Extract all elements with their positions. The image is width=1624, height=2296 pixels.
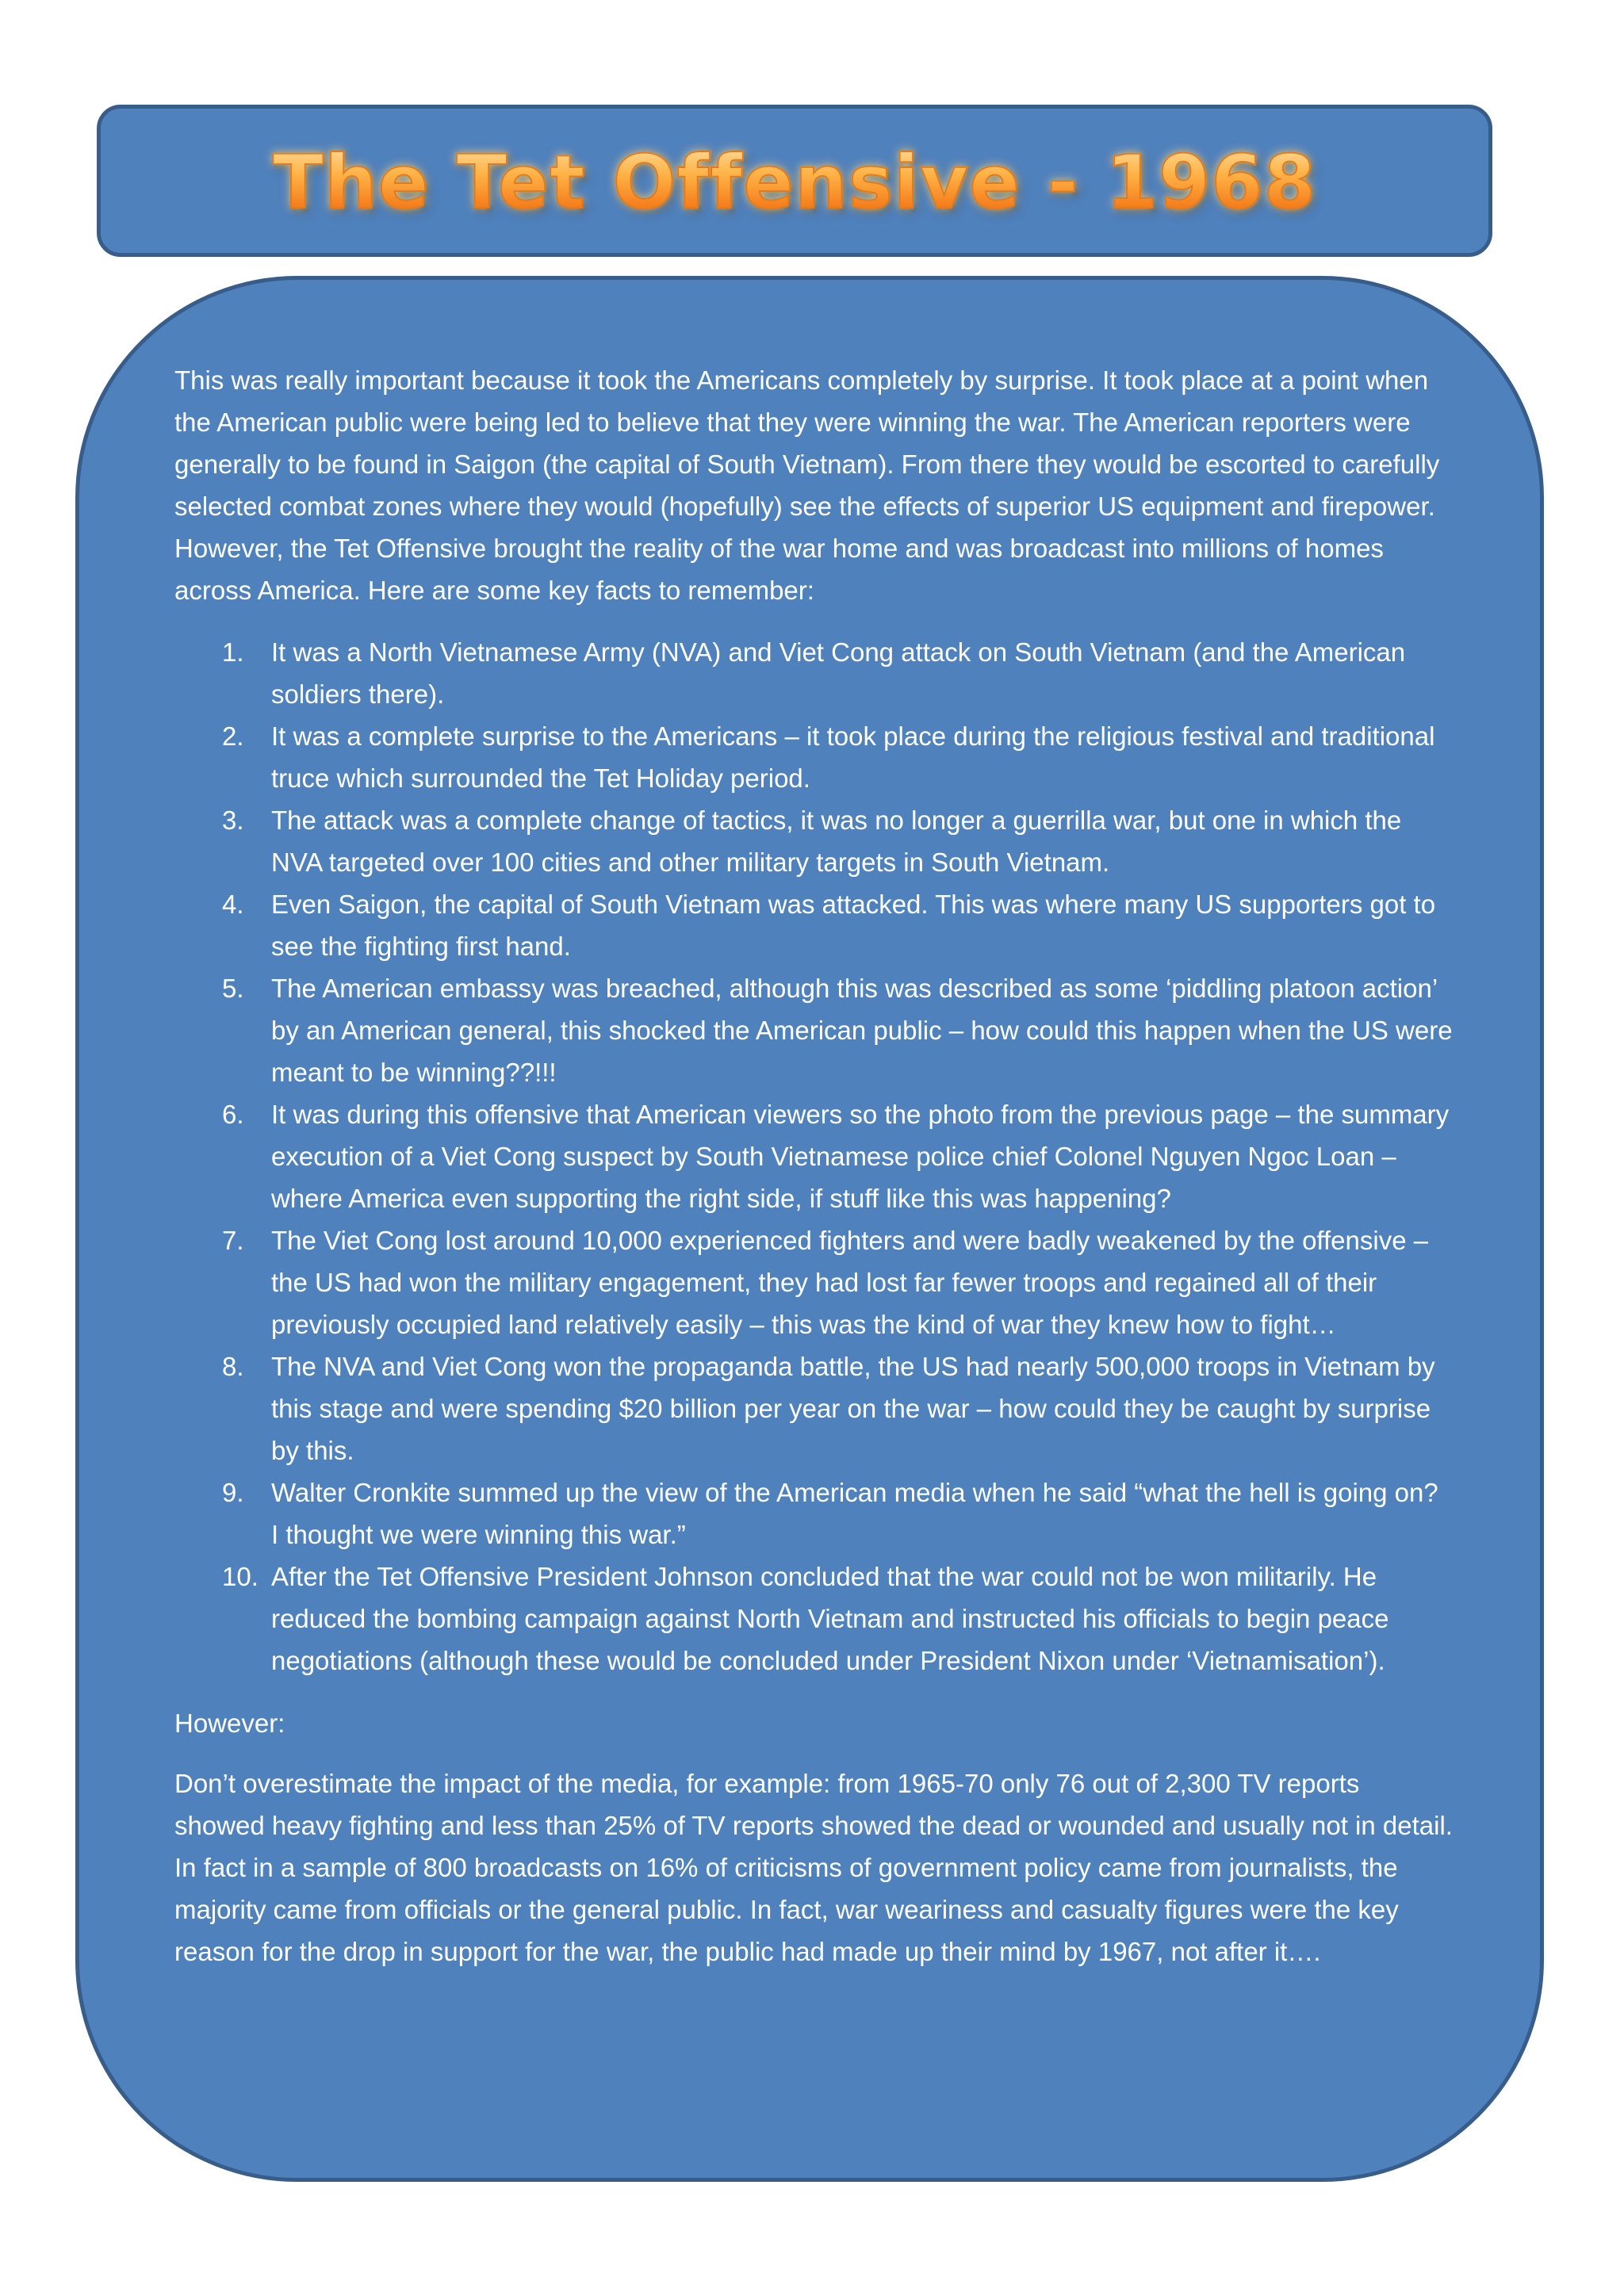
list-item-text: The attack was a complete change of tactics, it was no longer a guerrilla war, but one in which the NVA targeted over 100 cities and other military targets in South Vietnam.	[271, 806, 1402, 877]
list-item	[174, 883, 1453, 967]
list-item-number: 6.	[222, 1100, 244, 1129]
list-item	[174, 1556, 1453, 1682]
list-item-number: 4.	[222, 890, 244, 919]
content-panel	[75, 276, 1544, 2182]
list-item	[174, 967, 1453, 1093]
list-item-text: Walter Cronkite summed up the view of the American media when he said “what the hell is going on? I thought we were winning this war.”	[271, 1478, 1438, 1549]
list-item-number: 8.	[222, 1352, 244, 1381]
list-item-text: The American embassy was breached, although this was described as some ‘piddling platoon action’ by an American general, this shocked the American public – how could this happen when the US were meant to be winning??!!!	[271, 974, 1453, 1087]
list-item-text: The Viet Cong lost around 10,000 experienced fighters and were badly weakened by the offensive – the US had won the military engagement, they had lost far fewer troops and regained all of their previously occupied land relatively easily – this was the kind of war they knew how to fight…	[271, 1226, 1429, 1339]
title-banner	[97, 105, 1492, 257]
list-item	[174, 1345, 1453, 1471]
list-item-number: 10.	[222, 1562, 259, 1591]
list-item-text: After the Tet Offensive President Johnson concluded that the war could not be won militarily. He reduced the bombing campaign against North Vietnam and instructed his officials to begin peace negotiations (although these would be concluded under President Nixon under ‘Vietnamisation’).	[271, 1562, 1389, 1675]
closing-paragraph: Don’t overestimate the impact of the media, for example: from 1965-70 only 76 out of 2,300 TV reports showed heavy fighting and less than 25% of TV reports showed the dead or wounded and usually not in detail. In fact in a sample of 800 broadcasts on 16% of criticisms of government policy came from journalists, the majority came from officials or the general public. In fact, war weariness and casualty figures were the key reason for the drop in support for the war, the public had made up their mind by 1967, not after it….	[174, 1769, 1453, 1966]
list-item-number: 7.	[222, 1226, 244, 1255]
list-item-number: 9.	[222, 1478, 244, 1507]
list-item	[174, 1219, 1453, 1345]
list-item-text: It was during this offensive that American viewers so the photo from the previous page – the summary execution of a Viet Cong suspect by South Vietnamese police chief Colonel Nguyen Ngoc Loan – where America even supporting the right side, if stuff like this was happening?	[271, 1100, 1450, 1213]
list-item	[174, 799, 1453, 883]
list-item	[174, 1471, 1453, 1556]
list-item-number: 5.	[222, 974, 244, 1003]
intro-paragraph: This was really important because it took the Americans completely by surprise. It took place at a point when the American public were being led to believe that they were winning the war. The American reporters were generally to be found in Saigon (the capital of South Vietnam). From there they would be escorted to carefully selected combat zones where they would (hopefully) see the effects of superior US equipment and firepower. However, the Tet Offensive brought the reality of the war home and was broadcast into millions of homes across America. Here are some key facts to remember:	[174, 365, 1440, 605]
list-item-number: 2.	[222, 721, 244, 751]
list-item-number: 1.	[222, 637, 244, 667]
list-item-text: Even Saigon, the capital of South Vietnam was attacked. This was where many US supporters got to see the fighting first hand.	[271, 890, 1436, 961]
list-item-text: The NVA and Viet Cong won the propaganda battle, the US had nearly 500,000 troops in Vietnam by this stage and were spending $20 billion per year on the war – how could they be caught by surprise by this.	[271, 1352, 1435, 1465]
key-facts-list	[174, 631, 1453, 1682]
page-title: The Tet Offensive - 1968	[272, 139, 1317, 226]
list-item	[174, 715, 1453, 799]
list-item	[174, 631, 1453, 715]
list-item	[174, 1093, 1453, 1219]
list-item-text: It was a North Vietnamese Army (NVA) and Viet Cong attack on South Vietnam (and the American soldiers there).	[271, 637, 1406, 709]
however-heading: However:	[174, 1709, 285, 1738]
list-item-text: It was a complete surprise to the Americans – it took place during the religious festival and traditional truce which surrounded the Tet Holiday period.	[271, 721, 1435, 793]
list-item-number: 3.	[222, 806, 244, 835]
